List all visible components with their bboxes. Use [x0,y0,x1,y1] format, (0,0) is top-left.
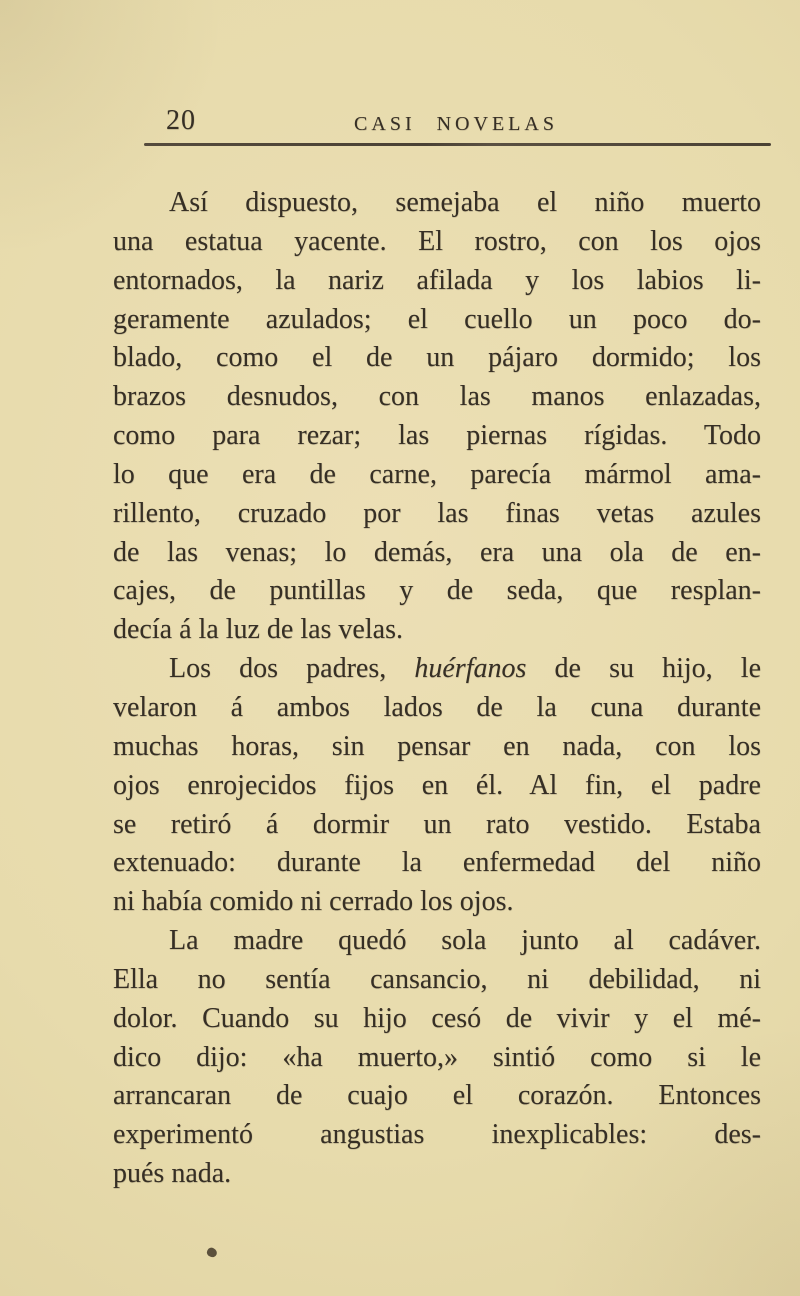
text-line: muchas horas, sin pensar en nada, con los [113,730,761,762]
text-line: Así dispuesto, semejaba el niño muerto [169,187,761,218]
text-line: blado, como el de un pájaro dormido; los [113,342,761,374]
text-line: como para rezar; las piernas rígidas. Todo [113,420,761,452]
text-line: decía á la luz de las velas. [113,614,403,646]
text-line: una estatua yacente. El rostro, con los ojos [113,225,761,257]
text-line: velaron á ambos lados de la cuna durante [113,691,761,723]
text-line: dolor. Cuando su hijo cesó de vivir y el mé- [113,1002,761,1034]
text-line: rillento, cruzado por las finas vetas azules [113,497,761,529]
running-title: CASI NOVELAS [354,113,558,135]
text-line: cajes, de puntillas y de seda, que resplan- [113,575,761,607]
text-line: Ella no sentía cansancio, ni debilidad, ni [113,963,761,995]
text-line: dico dijo: «ha muerto,» sintió como si le [113,1041,761,1073]
text-line: brazos desnudos, con las manos enlazadas, [113,381,761,413]
text-segment: Los dos padres, [169,653,415,685]
text-line: arrancaran de cuajo el corazón. Entonces [113,1080,761,1112]
text-line: extenuado: durante la enfermedad del niño [113,847,761,879]
text-line: pués nada. [113,1158,232,1190]
header-rule [144,143,771,146]
text-line: ni había comido ni cerrado los ojos. [113,886,514,918]
text-line: se retiró á dormir un rato vestido. Estaba [113,808,761,840]
ink-spot [206,1246,219,1258]
text-line: La madre quedó sola junto al cadáver. [169,925,761,957]
text-line: geramente azulados; el cuello un poco do- [113,303,761,335]
italic-word: huérfanos [414,653,527,685]
text-line: entornados, la nariz afilada y los labios li- [113,264,761,296]
page-number: 20 [166,105,196,136]
text-line [113,650,761,689]
text-line: lo que era de carne, parecía mármol ama- [113,458,761,490]
text-line: de las venas; lo demás, era una ola de en- [113,536,761,568]
text-line: ojos enrojecidos fijos en él. Al fin, el padre [113,769,761,801]
text-segment: de su hijo, le [526,653,761,685]
text-line: experimentó angustias inexplicables: des- [113,1119,761,1151]
text-block [113,184,761,1194]
